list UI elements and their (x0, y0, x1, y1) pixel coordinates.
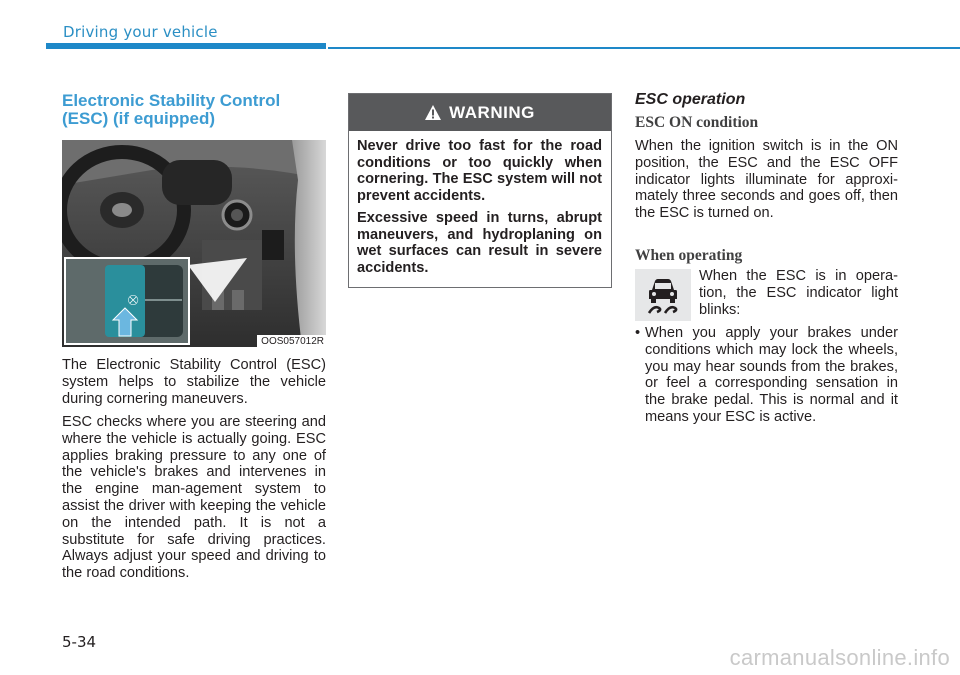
when-operating-text: When the ESC is in opera-tion, the ESC indicator light blinks: (699, 268, 898, 318)
header-rule-thick (46, 43, 326, 49)
figure-caption: OOS057012R (257, 335, 326, 347)
page-number: 5-34 (62, 633, 97, 651)
bullet-item (635, 325, 898, 426)
intro-paragraph: The Electronic Stability Control (ESC) system helps to stabilize the vehicle during cornering maneuvers. (62, 357, 326, 407)
esc-operation-title: ESC operation (635, 91, 746, 108)
warning-paragraph: Never drive too fast for the road conditions or too quickly when cornering. The ESC system will not prevent accidents. (357, 138, 602, 204)
header-rule-thin (328, 47, 960, 49)
warning-box (348, 93, 612, 288)
warning-header (349, 94, 611, 131)
bullet-marker: • (635, 325, 641, 341)
esc-description-paragraph: ESC checks where you are steering and where the vehicle is actually going. ESC applies braking pressure to any one of the vehicle's brakes and intervenes in the engine man-agement system to assist the driver with keeping the vehicle on the intended path. It is not a substitute for safe driving practices. Always adjust your speed and driving to the road conditions. (62, 414, 326, 582)
warning-paragraph: Excessive speed in turns, abrupt maneuvers, and hydroplaning on wet surfaces can result in severe accidents. (357, 210, 602, 276)
esc-on-condition-text: When the ignition switch is in the ON position, the ESC and the ESC OFF indicator lights illuminate for approxi-mately three seconds and goes off, then the ESC is turned on. (635, 138, 898, 222)
esc-indicator-icon (635, 269, 691, 321)
dashboard-illustration (62, 140, 326, 347)
svg-text:⛒: ⛒ (128, 295, 139, 306)
warning-body (349, 131, 611, 276)
header-title: Driving your vehicle (63, 23, 218, 41)
when-operating-heading: When operating (635, 247, 743, 264)
warning-triangle-icon (425, 105, 441, 120)
watermark: carmanualsonline.info (729, 645, 950, 670)
section-title: Electronic Stability Control (ESC) (if equipped) (62, 91, 281, 128)
warning-heading: WARNING (449, 102, 535, 122)
dashboard-photo (62, 140, 326, 347)
esc-on-condition-heading: ESC ON condition (635, 114, 759, 131)
bullet-text: When you apply your brakes under conditions which may lock the wheels, you may hear sounds from the brakes, or feel a corresponding sensation in the brake pedal. This is normal and it means your ESC is active. (645, 325, 898, 425)
